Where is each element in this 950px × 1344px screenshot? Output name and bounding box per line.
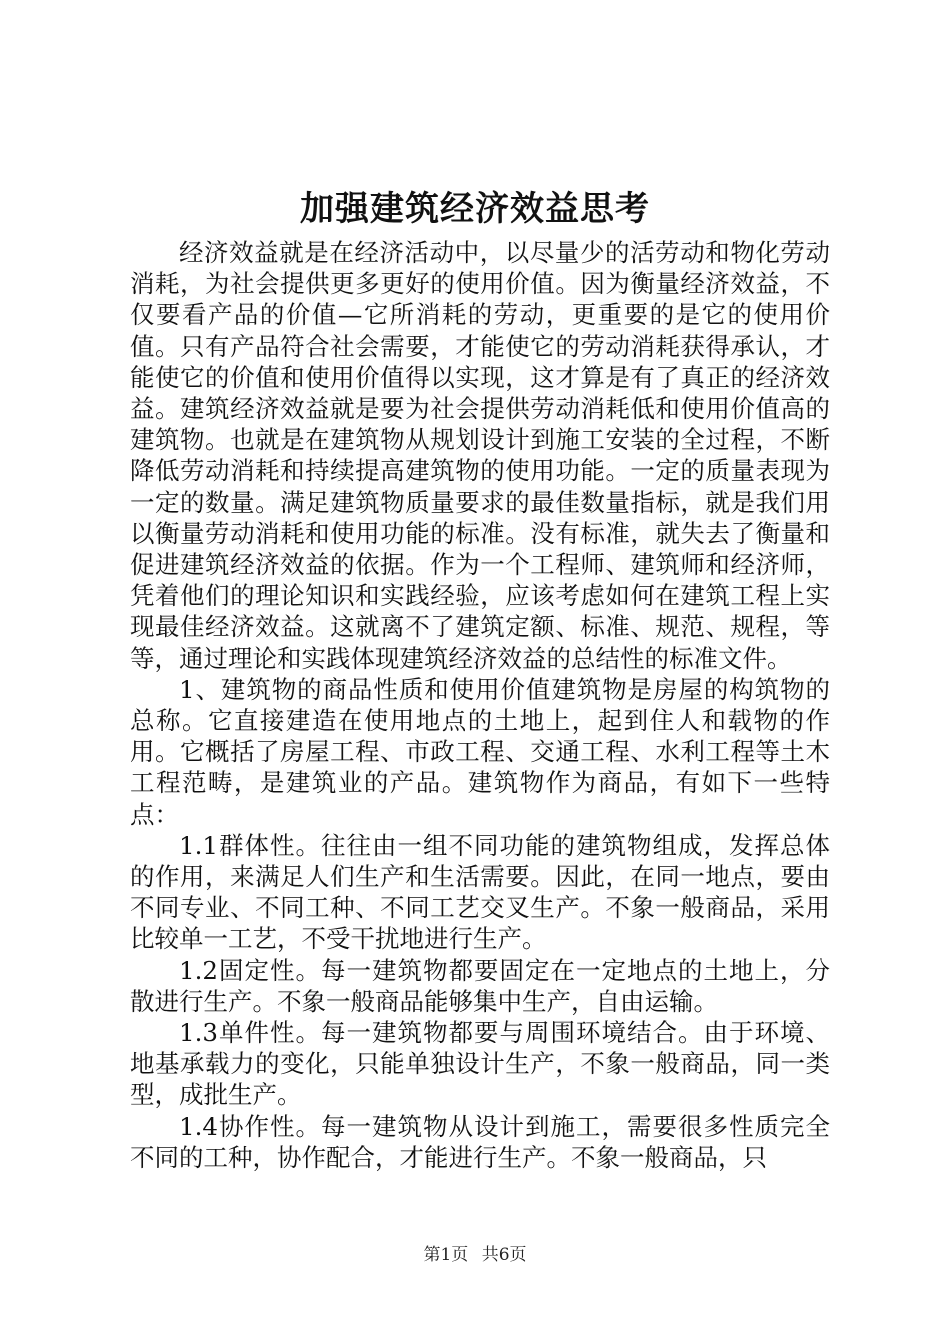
page-number: 第1页 xyxy=(423,1245,469,1265)
paragraph-section-1: 1、建筑物的商品性质和使用价值建筑物是房屋的构筑物的总称。它直接建造在使用地点的土地上，起到住人和载物的作用。它概括了房屋工程、市政工程、交通工程、水利工程等土木工程范畴，是建筑业的产品。建筑物作为商品，有如下一些特点： xyxy=(130,674,830,829)
paragraph-section-1-2: 1.2固定性。每一建筑物都要固定在一定地点的土地上，分散进行生产。不象一般商品能够集中生产，自由运输。 xyxy=(130,955,830,1016)
paragraph-intro: 经济效益就是在经济活动中，以尽量少的活劳动和物化劳动消耗，为社会提供更多更好的使用价值。因为衡量经济效益，不仅要看产品的价值—它所消耗的劳动，更重要的是它的使用价值。只有产品符合社会需要，才能使它的劳动消耗获得承认，才能使它的价值和使用价值得以实现，这才算是有了真正的经济效益。建筑经济效益就是要为社会提供劳动消耗低和使用价值高的建筑物。也就是在建筑物从规划设计到施工安装的全过程，不断降低劳动消耗和持续提高建筑物的使用功能。一定的质量表现为一定的数量。满足建筑物质量要求的最佳数量指标，就是我们用以衡量劳动消耗和使用功能的标准。没有标准，就失去了衡量和促进建筑经济效益的依据。作为一个工程师、建筑师和经济师，凭着他们的理论知识和实践经验，应该考虑如何在建筑工程上实现最佳经济效益。这就离不了建筑定额、标准、规范、规程，等等，通过理论和实践体现建筑经济效益的总结性的标准文件。 xyxy=(130,238,830,673)
total-pages: 共6页 xyxy=(481,1245,527,1265)
page-footer xyxy=(0,1243,950,1267)
paragraph-section-1-3: 1.3单件性。每一建筑物都要与周围环境结合。由于环境、地基承载力的变化，只能单独设计生产，不象一般商品，同一类型，成批生产。 xyxy=(130,1018,830,1110)
document-body xyxy=(130,237,830,1173)
paragraph-section-1-1: 1.1群体性。往往由一组不同功能的建筑物组成，发挥总体的作用，来满足人们生产和生活需要。因此，在同一地点，要由不同专业、不同工种、不同工艺交叉生产。不象一般商品，采用比较单一工艺，不受干扰地进行生产。 xyxy=(130,830,830,954)
paragraph-section-1-4: 1.4协作性。每一建筑物从设计到施工，需要很多性质完全不同的工种，协作配合，才能进行生产。不象一般商品，只 xyxy=(130,1111,830,1172)
document-title: 加强建筑经济效益思考 xyxy=(300,189,650,229)
